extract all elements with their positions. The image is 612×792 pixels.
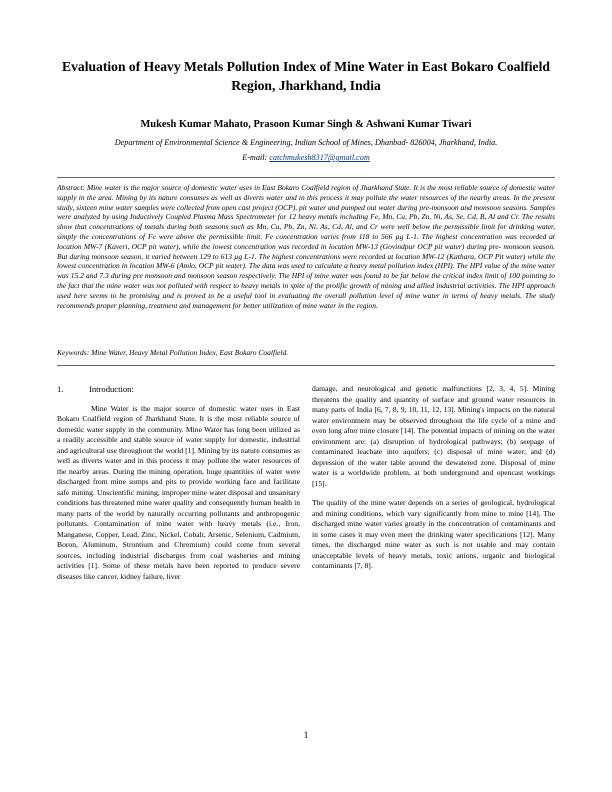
intro-paragraph-3: The quality of the mine water depends on a series of geological, hydrological and mining conditions, which vary significantly from mine to mine [14]. The discharged mine water varies greatly in the concentration of contaminants and in some cases it may even meet the drinking water specifications [12]. Many times, the discharged mine water as such is not usable and may contain unacceptable levels of heavy metals, toxic anions, organic and biological contaminants [7, 8]. [312,498,555,570]
email-label: E-mail: [242,153,268,162]
author-list: Mukesh Kumar Mahato, Prasoon Kumar Singh & Ashwani Kumar Tiwari [140,119,472,130]
page-number: 1 [303,731,309,741]
intro-paragraph-1: Mine Water is the major source of domestic water uses in East Bokaro Coalfield region of Jharkhand State. It is the most reliable source of domestic water supply in the community. Mine Water has long been utilized as a readily accessible and stable source of water supply for domestic, industrial and agricultural use throughout the world [1]. Mining by its nature consumes as well as diverts water and in this process it may pollute the water resources of the nearby areas. During the mining operation, huge quantities of water were discharged from mine sumps and pits to provide working face and facilitate safe mining. Unscientific mining, improper mine water disposal and unsanitary conditions has threatened mine water quality and consequently human health in many parts of the world by naturally occurring pollutants and anthropogenic pollutants. Contamination of mine water with heavy metals (i.e., Iron, Manganese, Copper, Lead, Zinc, Nickel, Cobalt, Arsenic, Selenium, Cadmium, Boron, Aluminum, Strontium and Chromium) could come from several sources, including industrial discharges from coal washeries and mining activities [1]. Some of these metals have been reported to produce severe diseases like cancer, kidney failure, liver [57,403,300,581]
left-column [57,384,300,591]
right-column [312,384,555,581]
section-number: 1. [57,384,64,394]
section-title: Introduction: [89,384,134,394]
intro-paragraph-2: damage, and neurological and genetic malfunctions [2, 3, 4, 5]. Mining threatens the quality and quantity of surface and ground water resources in many parts of India [6, 7, 8, 9, 10, 11, 12, 13]. Mining's impacts on the natural water environment may be observed throughout the life cycle of a mine and even long after mine closure [14]. The potential impacts of mining on the water environment are: (a) disruption of hydrological pathways; (b) seepage of contaminated leachate into aquifers; (c) disposal of mine water; and (d) depression of the water table around the dewatered zone. Disposal of mine water is a worldwide problem, at both underground and opencast workings [15]. [312,384,555,488]
section-heading-introduction [57,384,300,395]
abstract-bottom-divider [57,365,555,366]
author-affiliation: Department of Environmental Science & Engineering, Indian School of Mines, Dhanbad- 826004, Jharkhand, India. [114,138,498,147]
email-link[interactable]: catchmukesh8317@gmail.com [269,153,370,162]
paper-title: Evaluation of Heavy Metals Pollution Index of Mine Water in East Bokaro Coalfield Region, Jharkhand, India [62,59,550,93]
keywords-line: Keywords: Mine Water, Heavy Metal Pollution Index, East Bokaro Coalfield. [57,348,289,357]
author-email [60,153,552,162]
abstract-text: Abstract: Mine water is the major source of domestic water uses in East Bokaro Coalfield region of Jharkhand State. It is the most reliable source of domestic water supply in the area. Mining by its nature consumes as well as diverts water and in this process it may pollute the water resources of the nearby areas. In the present study, sixteen mine water samples were collected from open cast project (OCP), pit water and pumped out water during pre-monsoon and monsoon seasons. Samples were analyzed by using Inductively Coupled Plasma Mass Spectrometer for 12 heavy metals including Fe, Mn, Cu, Pb, Zn, Ni, As, Se, Cd, B, Al and Cr. The results show that concentrations of metals during both seasons such as Mn, Cu, Pb, Zn, Ni, As, Cd, Al, and Cr were well below the permissible limit for drinking water, simply the concentrations of Fe were above the permissible limit. Fe concentration varies from 118 to 566 µg L-1. The highest concentration was recorded at location MW-7 (Kaveri, OCP pit water), while the lowest concentration was recorded in location MW-13 (Govindpur OCP pit water) during pre- monsoon season. But during monsoon season, it varied between 129 to 613 µg L-1. The highest concentrations were recorded at location MW-12 (Kathara, OCP Pit water) while the lowest concentration in location MW-6 (Amlo, OCP pit water). The data was used to calculate a heavy metal pollution index (HPI). The HPI value of the mine water was 15.2 and 7.3 during pre monsoon and monsoon season respectively. The HPI of mine water was found to be far below the critical index limit of 100 pointing to the fact that the mine water was not polluted with respect to heavy metals in spite of the prolific growth of mining and allied industrial activities. The HPI approach used here seems to be promising and is proved to be a useful tool in evaluating the overall pollution level of mine water in terms of heavy metals. The study recommends proper planning, treatment and management for better utilization of mine water in the region. [57,183,555,310]
abstract-top-divider [57,177,555,178]
